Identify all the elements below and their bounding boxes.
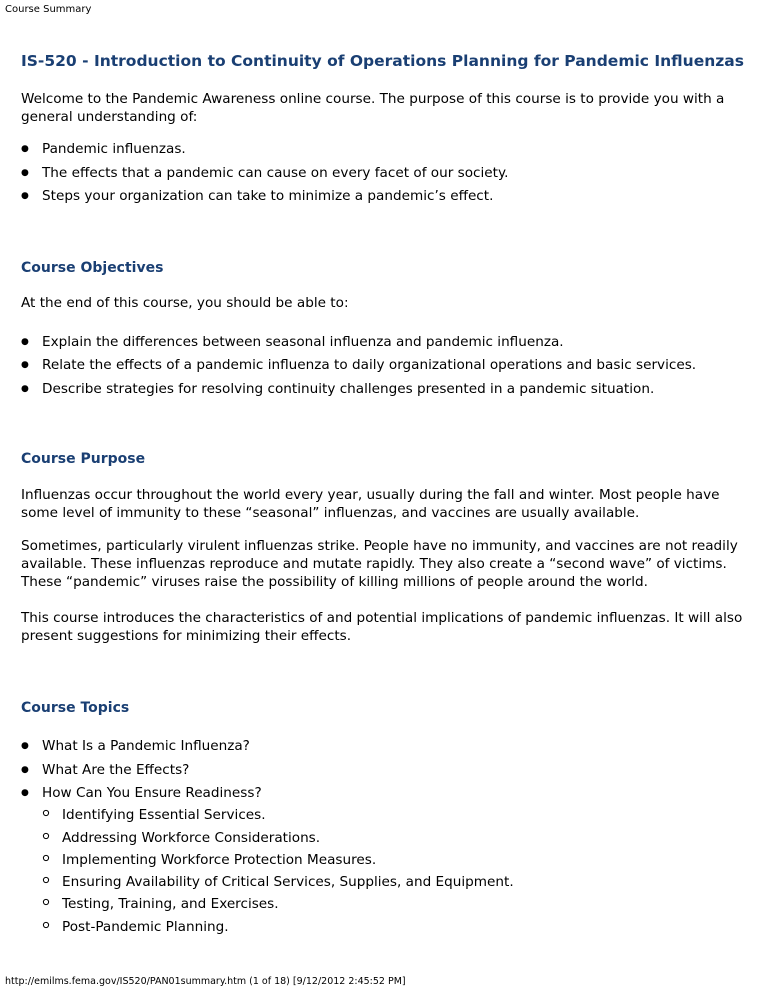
sub-list-item (62, 806, 266, 824)
bullet-icon: ● (21, 384, 29, 394)
list-item-text: Explain the differences between seasonal influenza and pandemic influenza. (42, 334, 564, 350)
list-item-text: Pandemic influenzas. (42, 141, 186, 157)
list-item-text: Describe strategies for resolving continuity challenges presented in a pandemic situation. (42, 381, 655, 397)
list-item (21, 187, 494, 205)
circle-bullet-icon (42, 897, 52, 907)
sub-list-item (62, 895, 279, 913)
list-item (21, 784, 262, 802)
page-header-label: Course Summary (5, 4, 92, 15)
circle-bullet-icon (42, 808, 52, 818)
objectives-paragraph: At the end of this course, you should be able to: (21, 295, 349, 311)
section-heading-topics: Course Topics (21, 700, 130, 716)
bullet-icon: ● (21, 741, 29, 751)
sub-list-item (62, 873, 514, 891)
sub-list-item (62, 851, 376, 869)
list-item (21, 164, 509, 182)
sub-list-item-text: Addressing Workforce Considerations. (62, 830, 321, 846)
sub-list-item-text: Implementing Workforce Protection Measures. (62, 852, 377, 868)
purpose-paragraph: This course introduces the characteristics of and potential implications of pandemic influenzas. It will also present suggestions for minimizing their effects. (21, 610, 743, 644)
bullet-icon: ● (21, 788, 29, 798)
list-item (21, 140, 186, 158)
sub-list-item-text: Post-Pandemic Planning. (62, 919, 229, 935)
sub-list-item-text: Ensuring Availability of Critical Services, Supplies, and Equipment. (62, 874, 514, 890)
sub-list-item (62, 918, 229, 936)
intro-paragraph: Welcome to the Pandemic Awareness online course. The purpose of this course is to provide you with a general understanding of: (21, 91, 725, 125)
list-item-text: Steps your organization can take to minimize a pandemic’s effect. (42, 188, 494, 204)
list-item-text: How Can You Ensure Readiness? (42, 785, 262, 801)
bullet-icon: ● (21, 360, 29, 370)
list-item (21, 761, 190, 779)
list-item-text: What Are the Effects? (42, 762, 190, 778)
bullet-icon: ● (21, 337, 29, 347)
page-footer-url: http://emilms.fema.gov/IS520/PAN01summary.htm (1 of 18) [9/12/2012 2:45:52 PM] (5, 976, 406, 987)
page-title: IS-520 - Introduction to Continuity of Operations Planning for Pandemic Influenzas (21, 52, 744, 70)
sub-list-item-text: Testing, Training, and Exercises. (62, 896, 279, 912)
circle-bullet-icon (42, 831, 52, 841)
sub-list-item (62, 829, 320, 847)
section-heading-objectives: Course Objectives (21, 260, 164, 276)
bullet-icon: ● (21, 144, 29, 154)
list-item (21, 356, 697, 374)
list-item (21, 380, 655, 398)
bullet-icon: ● (21, 765, 29, 775)
list-item (21, 737, 250, 755)
purpose-paragraph: Sometimes, particularly virulent influenzas strike. People have no immunity, and vaccines are not readily available. These influenzas reproduce and mutate rapidly. They also create a “second wave” of victims. These “pandemic” viruses raise the possibility of killing millions of people around the world. (21, 538, 738, 590)
list-item-text: Relate the effects of a pandemic influenza to daily organizational operations and basic services. (42, 357, 697, 373)
purpose-paragraph: Influenzas occur throughout the world every year, usually during the fall and winter. Most people have some level of immunity to these “seasonal” influenzas, and vaccines are usually available. (21, 487, 720, 521)
circle-bullet-icon (42, 853, 52, 863)
bullet-icon: ● (21, 168, 29, 178)
list-item-text: What Is a Pandemic Influenza? (42, 738, 250, 754)
list-item (21, 333, 564, 351)
sub-list-item-text: Identifying Essential Services. (62, 807, 266, 823)
list-item-text: The effects that a pandemic can cause on every facet of our society. (42, 165, 509, 181)
circle-bullet-icon (42, 875, 52, 885)
section-heading-purpose: Course Purpose (21, 451, 146, 467)
bullet-icon: ● (21, 191, 29, 201)
circle-bullet-icon (42, 920, 52, 930)
